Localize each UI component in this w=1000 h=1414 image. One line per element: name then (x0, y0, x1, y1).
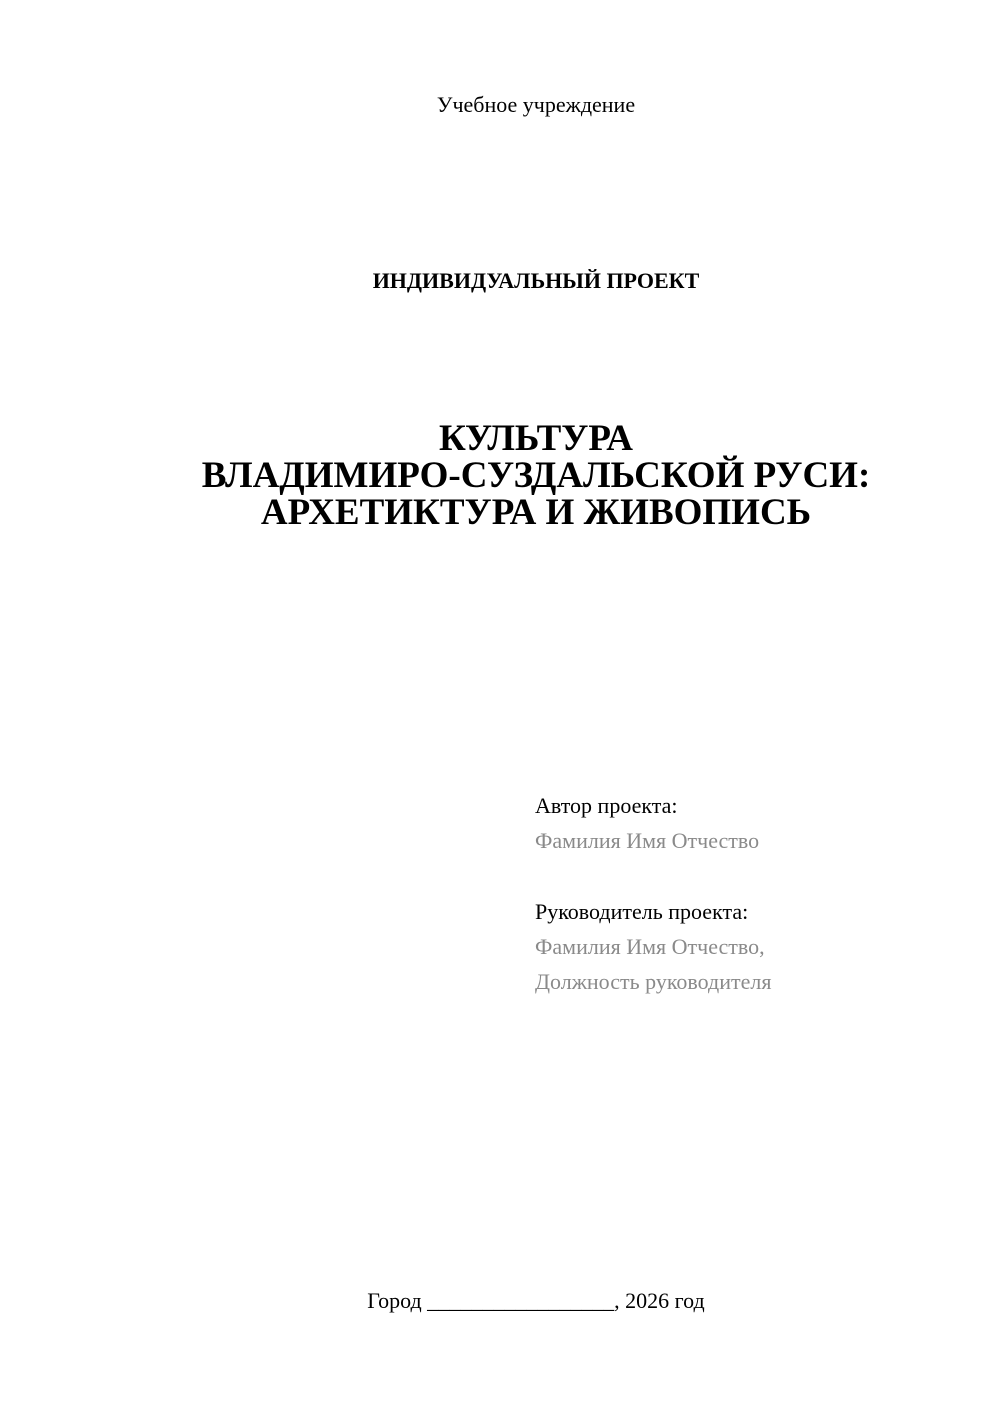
project-title-line-2: ВЛАДИМИРО-СУЗДАЛЬСКОЙ РУСИ: (201, 455, 871, 496)
project-type-heading: ИНДИВИДУАЛЬНЫЙ ПРОЕКТ (372, 268, 700, 293)
city-label: Город (367, 1288, 422, 1313)
project-title-line-3: АРХЕТИКТУРА И ЖИВОПИСЬ (260, 492, 812, 533)
author-name: Фамилия Имя Отчество (535, 828, 760, 853)
city-year-line (0, 1288, 1000, 1314)
project-title (0, 420, 1000, 531)
info-spacer (535, 858, 771, 894)
project-info-block (535, 788, 771, 999)
supervisor-label: Руководитель проекта: (535, 899, 749, 924)
author-label: Автор проекта: (535, 793, 678, 818)
year-text: , 2026 год (614, 1288, 705, 1313)
supervisor-position: Должность руководителя (535, 969, 772, 994)
institution-name: Учебное учреждение (436, 92, 636, 117)
city-blank: _________________ (427, 1288, 615, 1313)
project-title-line-1: КУЛЬТУРА (438, 418, 634, 459)
supervisor-name: Фамилия Имя Отчество, (535, 934, 765, 959)
